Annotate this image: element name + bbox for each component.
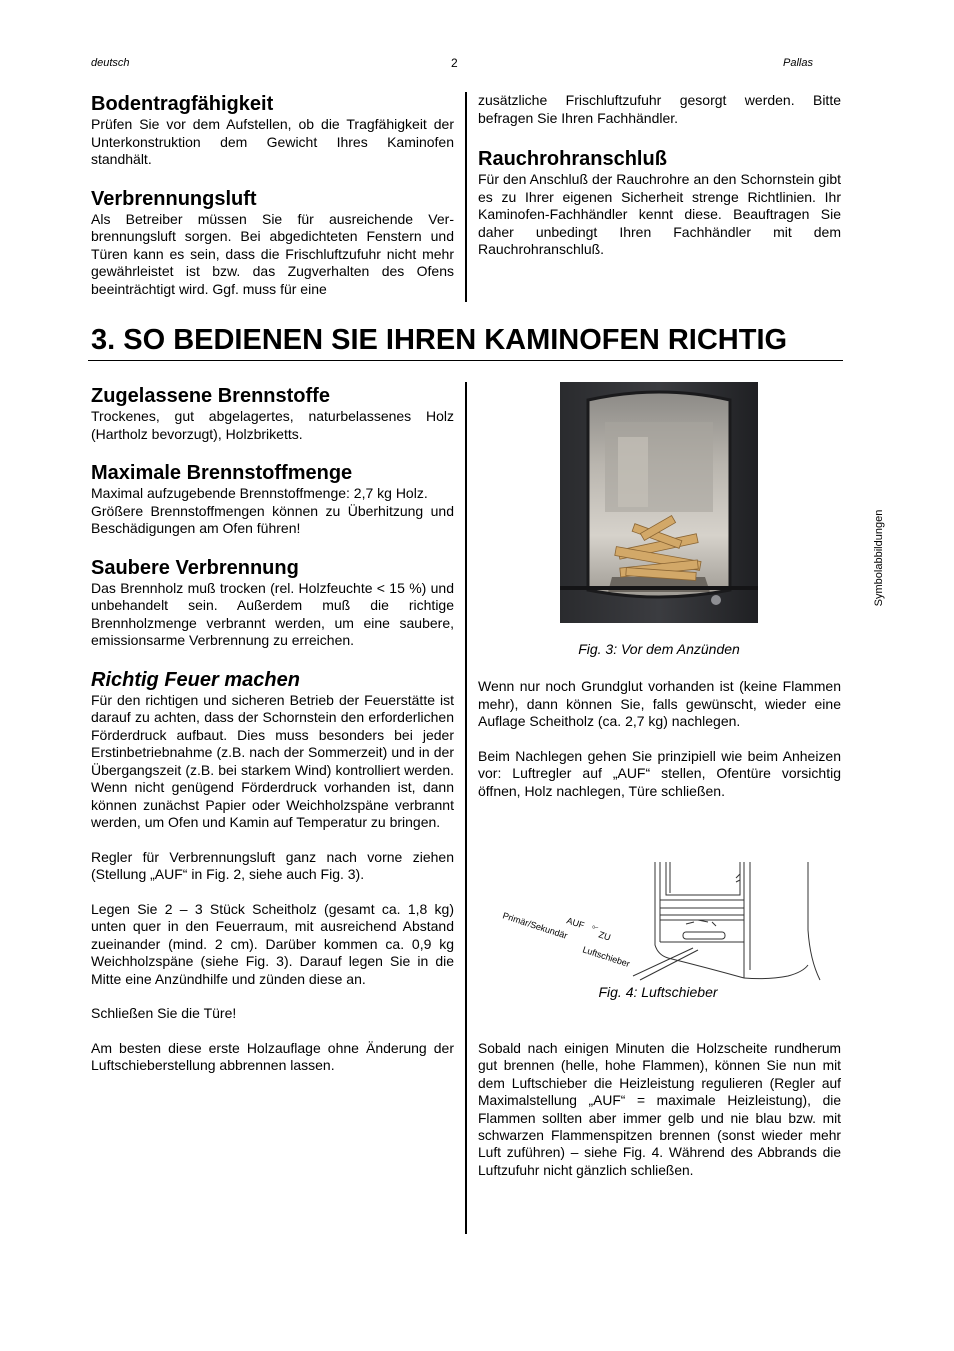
text-feuer-4: Schließen Sie die Türe! — [91, 1005, 237, 1021]
fig4-label-zu: ZU — [597, 929, 612, 943]
fig3-caption: Fig. 3: Vor dem Anzünden — [578, 641, 740, 657]
chapter-underline — [88, 360, 843, 361]
stove-photo — [560, 382, 758, 623]
text-feuer-3: Legen Sie 2 – 3 Stück Scheitholz (gesamt ca. 1,8 kg) unten quer in den Feuerraum, mit ausreichend Abstand zueinander (mind. 2 cm). Darüber kommen ca. 0,9 kg Weichholzspäne (siehe Fig. 3). Darauf legen Sie in die Mitte eine Anzündhilfe und zünden diese an. — [91, 900, 454, 987]
heading-rauchrohranschluss: Rauchrohranschluß — [478, 148, 667, 170]
top-right-column — [478, 92, 841, 259]
chapter-title: 3. SO BEDIENEN SIE IHREN KAMINOFEN RICHTIG — [91, 324, 788, 356]
heading-saubere-verbrennung: Saubere Verbrennung — [91, 556, 299, 579]
bottom-left-column — [91, 384, 454, 1075]
page-number: 2 — [451, 56, 458, 70]
text-nachlegen-1: Wenn nur noch Grundglut vorhanden ist (keine Flammen mehr), dann können Sie, falls gewünscht, wieder eine Auflage Scheitholz (ca. 2,7 kg) nachlegen. — [478, 678, 841, 729]
text-maximale-brennstoffmenge-1: Maximal aufzugebende Brennstoffmenge: 2,7 kg Holz. — [91, 485, 428, 501]
fig4-label-luftschieber: Luftschieber — [581, 944, 632, 970]
column-divider-bottom — [465, 382, 467, 1234]
text-saubere-verbrennung: Das Brennholz muß trocken (rel. Holzfeuchte < 15 %) und unbehandelt sein. Außerdem muß die richtige Brennholzmenge verbrannt werden, um eine saubere, emissionsarme Verbrennung zu erreichen. — [91, 579, 454, 648]
text-verbrennungsluft: Als Betreiber müssen Sie für ausreichende Ver-brennungsluft sorgen. Bei abgedichteten Fenstern und Türen kann es sein, dass die Frischluftzufuhr nicht mehr gewährleistet ist bzw. das Zugverhalten des Ofens beeinträchtigt wird. Ggf. muss für eine — [91, 210, 454, 297]
column-divider-top — [465, 92, 467, 302]
top-left-column — [91, 92, 454, 298]
fig4-label-auf: AUF — [565, 915, 586, 931]
text-bodentragfaehigkeit: Prüfen Sie vor dem Aufstellen, ob die Tragfähigkeit der Unterkonstruktion dem Gewicht Ihres Kaminofen standhält. — [91, 116, 454, 167]
fig4-caption: Fig. 4: Luftschieber — [598, 984, 718, 1000]
text-nachlegen-2: Beim Nachlegen gehen Sie prinzipiell wie beim Anheizen vor: Luftregler auf „AUF“ stellen, Ofentüre vorsichtig öffnen, Holz nachlegen, Türe schließen. — [478, 747, 841, 799]
text-feuer-5: Am besten diese erste Holzauflage ohne Änderung der Luftschieberstellung abbrennen lassen. — [91, 1039, 454, 1073]
heading-bodentragfaehigkeit: Bodentragfähigkeit — [91, 93, 274, 115]
bottom-right-upper — [478, 678, 841, 800]
fig4-label-primaer-sekundaer: Primär/Sekundär — [501, 910, 569, 941]
side-label: Symbolabbildungen — [873, 509, 885, 607]
text-frischluft-continued: zusätzliche Frischluftzufuhr gesorgt werden. Bitte befragen Sie Ihren Fachhändler. — [478, 92, 841, 126]
svg-text:⟜: ⟜ — [592, 922, 599, 931]
text-maximale-brennstoffmenge-2: Größere Brennstoffmengen können zu Überhitzung und Beschädigungen am Ofen führen! — [91, 502, 454, 536]
text-feuer-2: Regler für Verbrennungsluft ganz nach vorne ziehen (Stellung „AUF“ in Fig. 2, siehe auch Fig. 3). — [91, 848, 454, 882]
bottom-right-lower — [478, 1040, 841, 1179]
text-heizleistung: Sobald nach einigen Minuten die Holzscheite rundherum gut brennen (helle, hohe Flammen), können Sie nun mit dem Luftschieber die Heizleistung regulieren (Regler auf Maximalstellung „AUF“ = maximale Heizleistung), die Flammen sollten aber immer gelb und nie blau bzw. mit schwarzen Flammenspitzen brennen (sonst wieder mehr Luft zuführen) – siehe Fig. 4. Während des Abbrands die Luftzufuhr nicht gänzlich schließen. — [478, 1041, 841, 1178]
header-language: deutsch — [91, 57, 130, 69]
heading-verbrennungsluft: Verbrennungsluft — [91, 187, 257, 210]
heading-maximale-brennstoffmenge: Maximale Brennstoffmenge — [91, 462, 353, 484]
header-product: Pallas — [783, 57, 813, 69]
luftschieber-drawing — [498, 860, 834, 985]
text-zugelassene-brennstoffe: Trockenes, gut abgelagertes, naturbelassenes Holz (Hartholz bevorzugt), Holzbriketts. — [91, 408, 454, 442]
heading-zugelassene-brennstoffe: Zugelassene Brennstoffe — [91, 385, 330, 407]
text-rauchrohranschluss: Für den Anschluß der Rauchrohre an den Schornstein gibt es zu Ihrer eigenen Sicherheit strenge Richtlinien. Ihr Kaminofen-Fachhändler kennt diese. Beauftragen Sie daher unbedingt Ihren Fachhändler mit dem Rauchrohranschluß. — [478, 171, 841, 257]
heading-richtig-feuer-machen: Richtig Feuer machen — [91, 668, 300, 691]
text-feuer-1: Für den richtigen und sicheren Betrieb der Feuerstätte ist darauf zu achten, dass der Schornstein den erforderlichen Förderdruck aufbaut. Dies muss besonders bei jeder Erstinbetriebnahme (z.B. nach der Sommerzeit) und in der Übergangszeit (z.B. bei starkem Wind) kontrolliert werden. Wenn nicht genügend Förderdruck vorhanden ist, dann können zunächst Papier oder Weichholzspäne verbrannt werden, um Ofen und Kamin auf Temperatur zu bringen. — [91, 691, 454, 830]
